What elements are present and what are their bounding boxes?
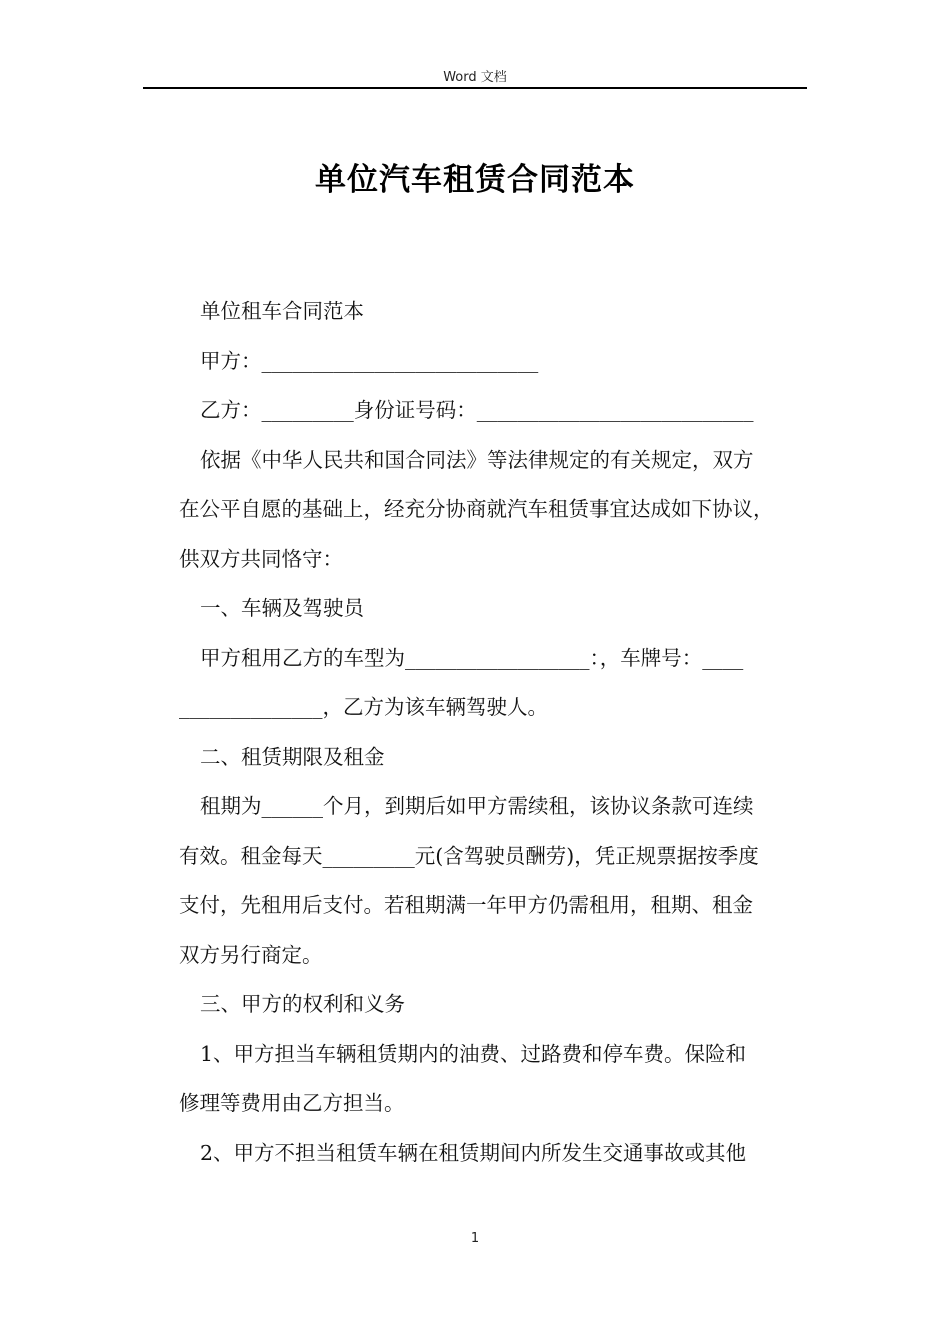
paragraph-line: 租期为______个月，到期后如甲方需续租，该协议条款可连续 — [200, 794, 754, 818]
paragraph-8 — [179, 980, 804, 1030]
paragraph-line: 双方另行商定。 — [179, 942, 323, 967]
page-header: Word 文档 — [443, 70, 507, 85]
document-body — [179, 287, 804, 1178]
paragraph-line: 二、租赁期限及租金 — [200, 744, 385, 769]
paragraph-10 — [179, 1129, 804, 1179]
paragraph-line: 甲方：___________________________ — [200, 348, 539, 373]
paragraph-line: 供双方共同恪守： — [179, 546, 343, 571]
document-title: 单位汽车租赁合同范本 — [315, 162, 635, 198]
paragraph-7 — [179, 782, 804, 980]
paragraph-3 — [179, 436, 804, 585]
paragraph-line: 一、车辆及驾驶员 — [200, 596, 364, 620]
paragraph-line: 三、甲方的权利和义务 — [200, 992, 405, 1016]
page-number: 1 — [470, 1231, 480, 1246]
paragraph-line: ______________，乙方为该车辆驾驶人。 — [179, 695, 548, 719]
paragraph-5 — [179, 634, 804, 733]
paragraph-9 — [179, 1030, 804, 1129]
header-rule — [143, 87, 807, 89]
paragraph-line: 2、甲方不担当租赁车辆在租赁期间内所发生交通事故或其他 — [200, 1140, 747, 1165]
paragraph-line: 乙方：_________身份证号码：___________________________ — [200, 398, 754, 422]
paragraph-line: 1、甲方担当车辆租赁期内的油费、过路费和停车费。保险和 — [200, 1041, 747, 1066]
paragraph-4 — [179, 584, 804, 634]
paragraph-line: 支付，先租用后支付。若租期满一年甲方仍需租用，租期、租金 — [179, 893, 753, 917]
paragraph-line: 有效。租金每天_________元(含驾驶员酬劳)，凭正规票据按季度 — [179, 843, 759, 868]
paragraph-2 — [179, 386, 804, 436]
paragraph-line: 修理等费用由乙方担当。 — [179, 1091, 405, 1115]
paragraph-line: 单位租车合同范本 — [200, 299, 364, 323]
paragraph-6 — [179, 733, 804, 783]
paragraph-line: 在公平自愿的基础上，经充分协商就汽车租赁事宜达成如下协议， — [179, 497, 774, 521]
paragraph-line: 甲方租用乙方的车型为__________________：，车牌号：____ — [200, 645, 744, 670]
paragraph-1 — [179, 337, 804, 387]
paragraph-0 — [179, 287, 804, 337]
paragraph-line: 依据《中华人民共和国合同法》等法律规定的有关规定，双方 — [200, 447, 754, 472]
